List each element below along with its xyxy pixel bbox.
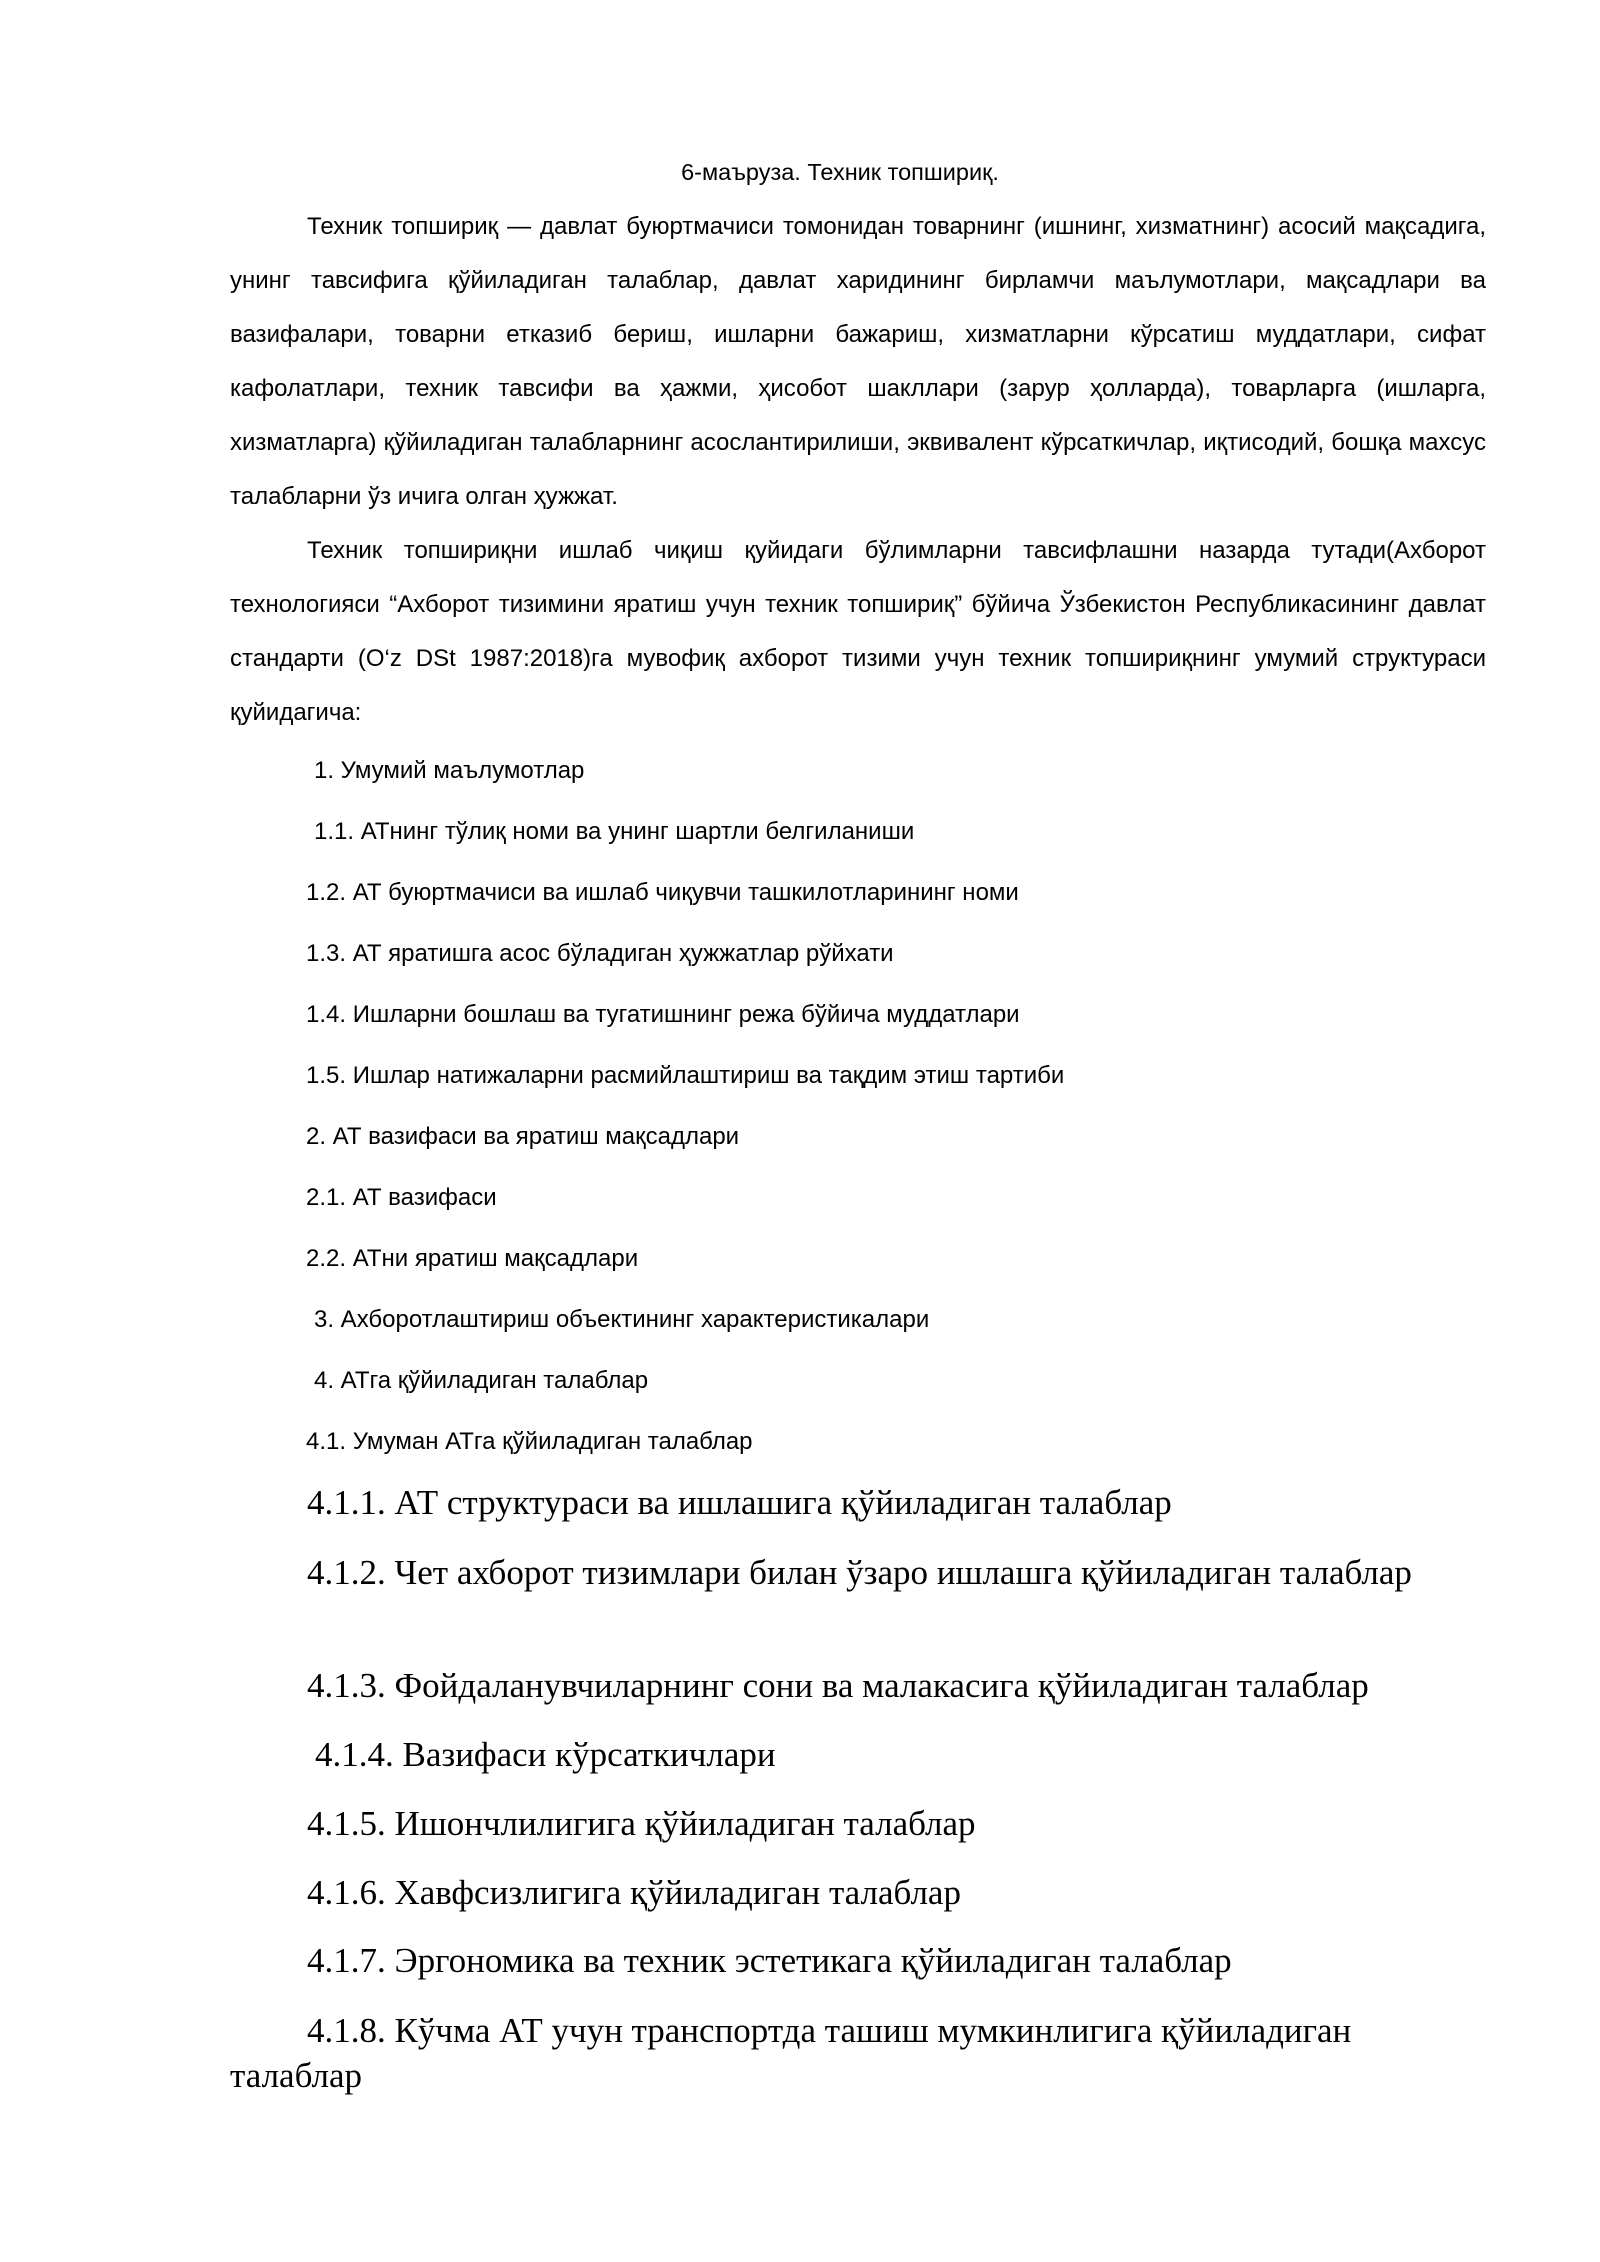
subsection-heading: 4.1.5. Ишончлилигига қўйиладиган талаблар	[307, 1804, 976, 1843]
outline-item: 1.3. АТ яратишга асос бўладиган ҳужжатлар рўйхати	[306, 940, 894, 967]
subsection-heading: 4.1.3. Фойдаланувчиларнинг сони ва малакасига қўйиладиган талаблар	[307, 1666, 1369, 1705]
outline-item: 2.1. АТ вазифаси	[306, 1184, 497, 1211]
subsection-heading: 4.1.7. Эргономика ва техник эстетикага қўйиладиган талаблар	[307, 1941, 1232, 1980]
outline-item: 1. Умумий маълумотлар	[314, 757, 585, 784]
paragraph-structure-intro: Техник топшириқни ишлаб чиқиш қуйидаги бўлимларни тавсифлашни назарда тутади(Ахборот технологияси “Ахборот тизимини яратиш учун техник топшириқ” бўйича Ўзбекистон Республикасининг давлат стандарти (O‘z DSt 1987:2018)га мувофиқ ахборот тизими учун техник топшириқнинг умумий структураси қуйидагича:	[230, 537, 1486, 726]
subsection-heading: 4.1.6. Хавфсизлигига қўйиладиган талаблар	[307, 1873, 961, 1912]
outline-item: 2. АТ вазифаси ва яратиш мақсадлари	[306, 1123, 740, 1150]
subsection-heading: 4.1.4. Вазифаси кўрсаткичлари	[315, 1735, 776, 1774]
subsection-heading: 4.1.2. Чет ахборот тизимлари билан ўзаро ишлашга қўйиладиган талаблар	[307, 1553, 1412, 1592]
outline-item: 4.1. Умуман АТга қўйиладиган талаблар	[306, 1428, 753, 1455]
paragraph-definition: Техник топшириқ — давлат буюртмачиси томонидан товарнинг (ишнинг, хизматнинг) асосий мақсадига, унинг тавсифига қўйиладиган талаблар, давлат харидининг бирламчи маълумотлари, мақсадлари ва вазифалари, товарни етказиб бериш, ишларни бажариш, хизматларни кўрсатиш муддатлари, сифат кафолатлари, техник тавсифи ва ҳажми, ҳисобот шакллари (зарур ҳолларда), товарларга (ишларга, хизматларга) қўйиладиган талабларнинг асослантирилиши, эквивалент кўрсаткичлар, иқтисодий, бошқа махсус талабларни ўз ичига олган ҳужжат.	[230, 213, 1486, 510]
page-title: 6-маъруза. Техник топшириқ.	[681, 159, 999, 185]
outline-item: 3. Ахборотлаштириш объектининг характеристикалари	[314, 1306, 930, 1333]
subsection-heading: 4.1.1. АТ структураси ва ишлашига қўйиладиган талаблар	[307, 1483, 1172, 1522]
outline-item: 1.2. АТ буюртмачиси ва ишлаб чиқувчи ташкилотларининг номи	[306, 879, 1019, 906]
outline-item: 1.5. Ишлар натижаларни расмийлаштириш ва тақдим этиш тартиби	[306, 1062, 1065, 1089]
outline-item: 1.4. Ишларни бошлаш ва тугатишнинг режа бўйича муддатлари	[306, 1001, 1020, 1028]
outline-item: 4. АТга қўйиладиган талаблар	[314, 1367, 649, 1394]
outline-list	[306, 740, 1486, 1472]
subsection-heading: 4.1.8. Кўчма АТ учун транспортда ташиш мумкинлигига қўйиладиган талаблар	[230, 2011, 1352, 2095]
outline-item: 2.2. АТни яратиш мақсадлари	[306, 1245, 639, 1272]
outline-item: 1.1. АТнинг тўлиқ номи ва унинг шартли белгиланиши	[314, 818, 915, 845]
